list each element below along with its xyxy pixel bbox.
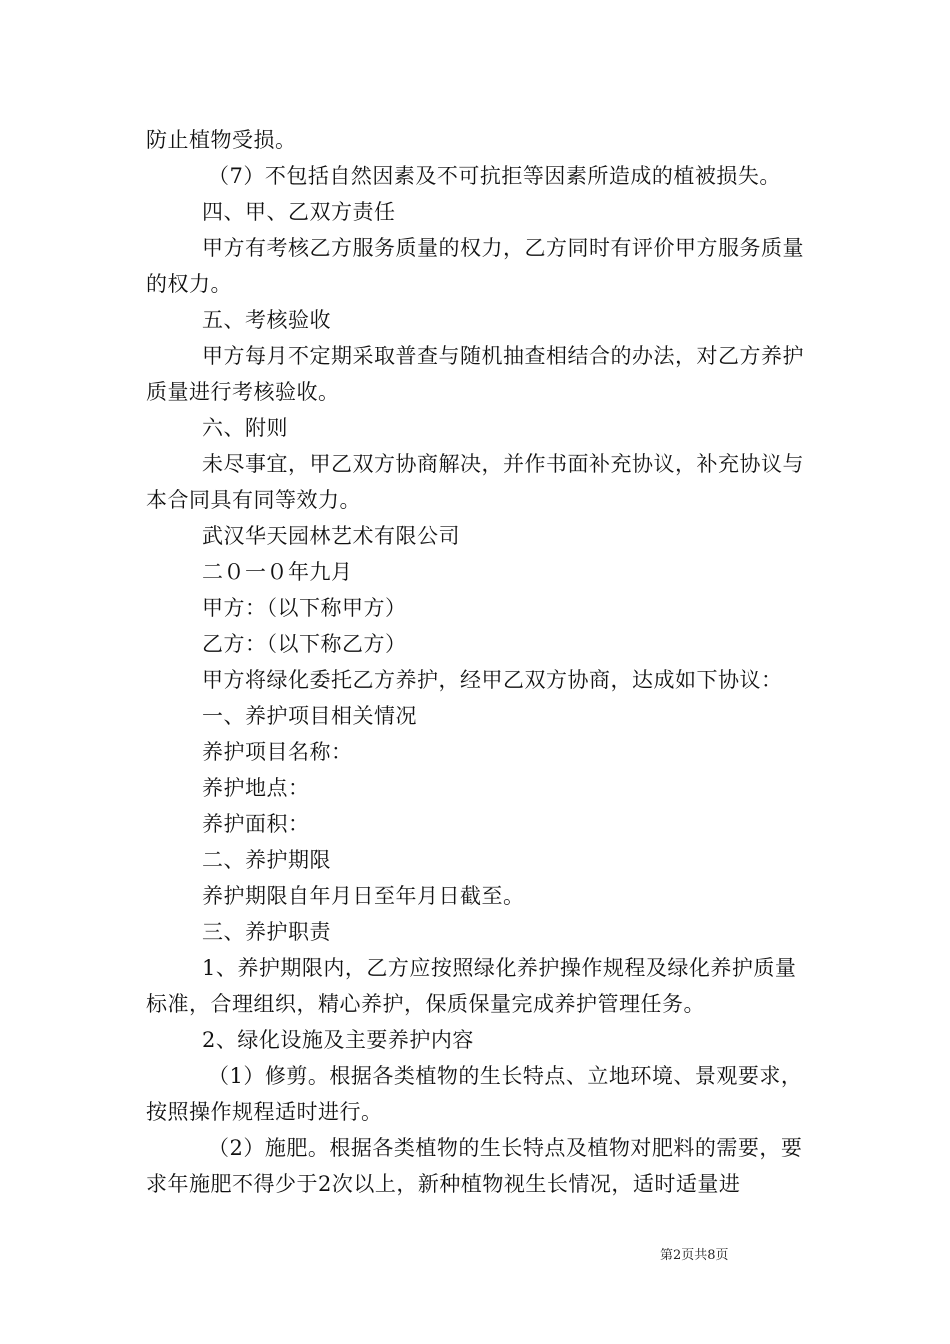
page-number: 第2页共8页 <box>660 1248 729 1263</box>
paragraph: 甲方有考核乙方服务质量的权力，乙方同时有评价甲方服务质量的权力。 <box>146 236 804 296</box>
paragraph: 五、考核验收 <box>202 308 331 332</box>
paragraph: 六、附则 <box>202 416 288 440</box>
paragraph: 防止植物受损。 <box>146 128 297 152</box>
paragraph: 养护地点： <box>202 776 310 800</box>
paragraph: 养护期限自年月日至年月日截至。 <box>202 884 525 908</box>
paragraph: 养护面积： <box>202 812 310 836</box>
paragraph: 1、养护期限内，乙方应按照绿化养护操作规程及绿化养护质量标准，合理组织，精心养护，保质保量完成养护管理任务。 <box>146 956 797 1016</box>
paragraph: 乙方：（以下称乙方） <box>202 632 407 656</box>
paragraph: 四、甲、乙双方责任 <box>202 200 396 224</box>
paragraph: 未尽事宜，甲乙双方协商解决，并作书面补充协议，补充协议与本合同具有同等效力。 <box>146 452 804 512</box>
paragraph: （1）修剪。根据各类植物的生长特点、立地环境、景观要求，按照操作规程适时进行。 <box>146 1064 803 1124</box>
document-body <box>146 122 806 1202</box>
paragraph: （2）施肥。根据各类植物的生长特点及植物对肥料的需要，要求年施肥不得少于2次以上，新种植物视生长情况，适时适量进 <box>146 1136 803 1196</box>
paragraph: 一、养护项目相关情况 <box>202 704 417 728</box>
paragraph: 甲方将绿化委托乙方养护，经甲乙双方协商，达成如下协议： <box>202 668 783 692</box>
paragraph: 养护项目名称： <box>202 740 353 764</box>
paragraph: 三、养护职责 <box>202 920 331 944</box>
paragraph: 二、养护期限 <box>202 848 331 872</box>
paragraph: 2、绿化设施及主要养护内容 <box>202 1028 474 1052</box>
paragraph: 甲方：（以下称甲方） <box>202 596 407 620</box>
paragraph: 二０一０年九月 <box>202 560 353 584</box>
paragraph: 武汉华天园林艺术有限公司 <box>202 524 460 548</box>
paragraph: 甲方每月不定期采取普查与随机抽查相结合的办法，对乙方养护质量进行考核验收。 <box>146 344 804 404</box>
paragraph: （7）不包括自然因素及不可抗拒等因素所造成的植被损失。 <box>208 164 781 188</box>
